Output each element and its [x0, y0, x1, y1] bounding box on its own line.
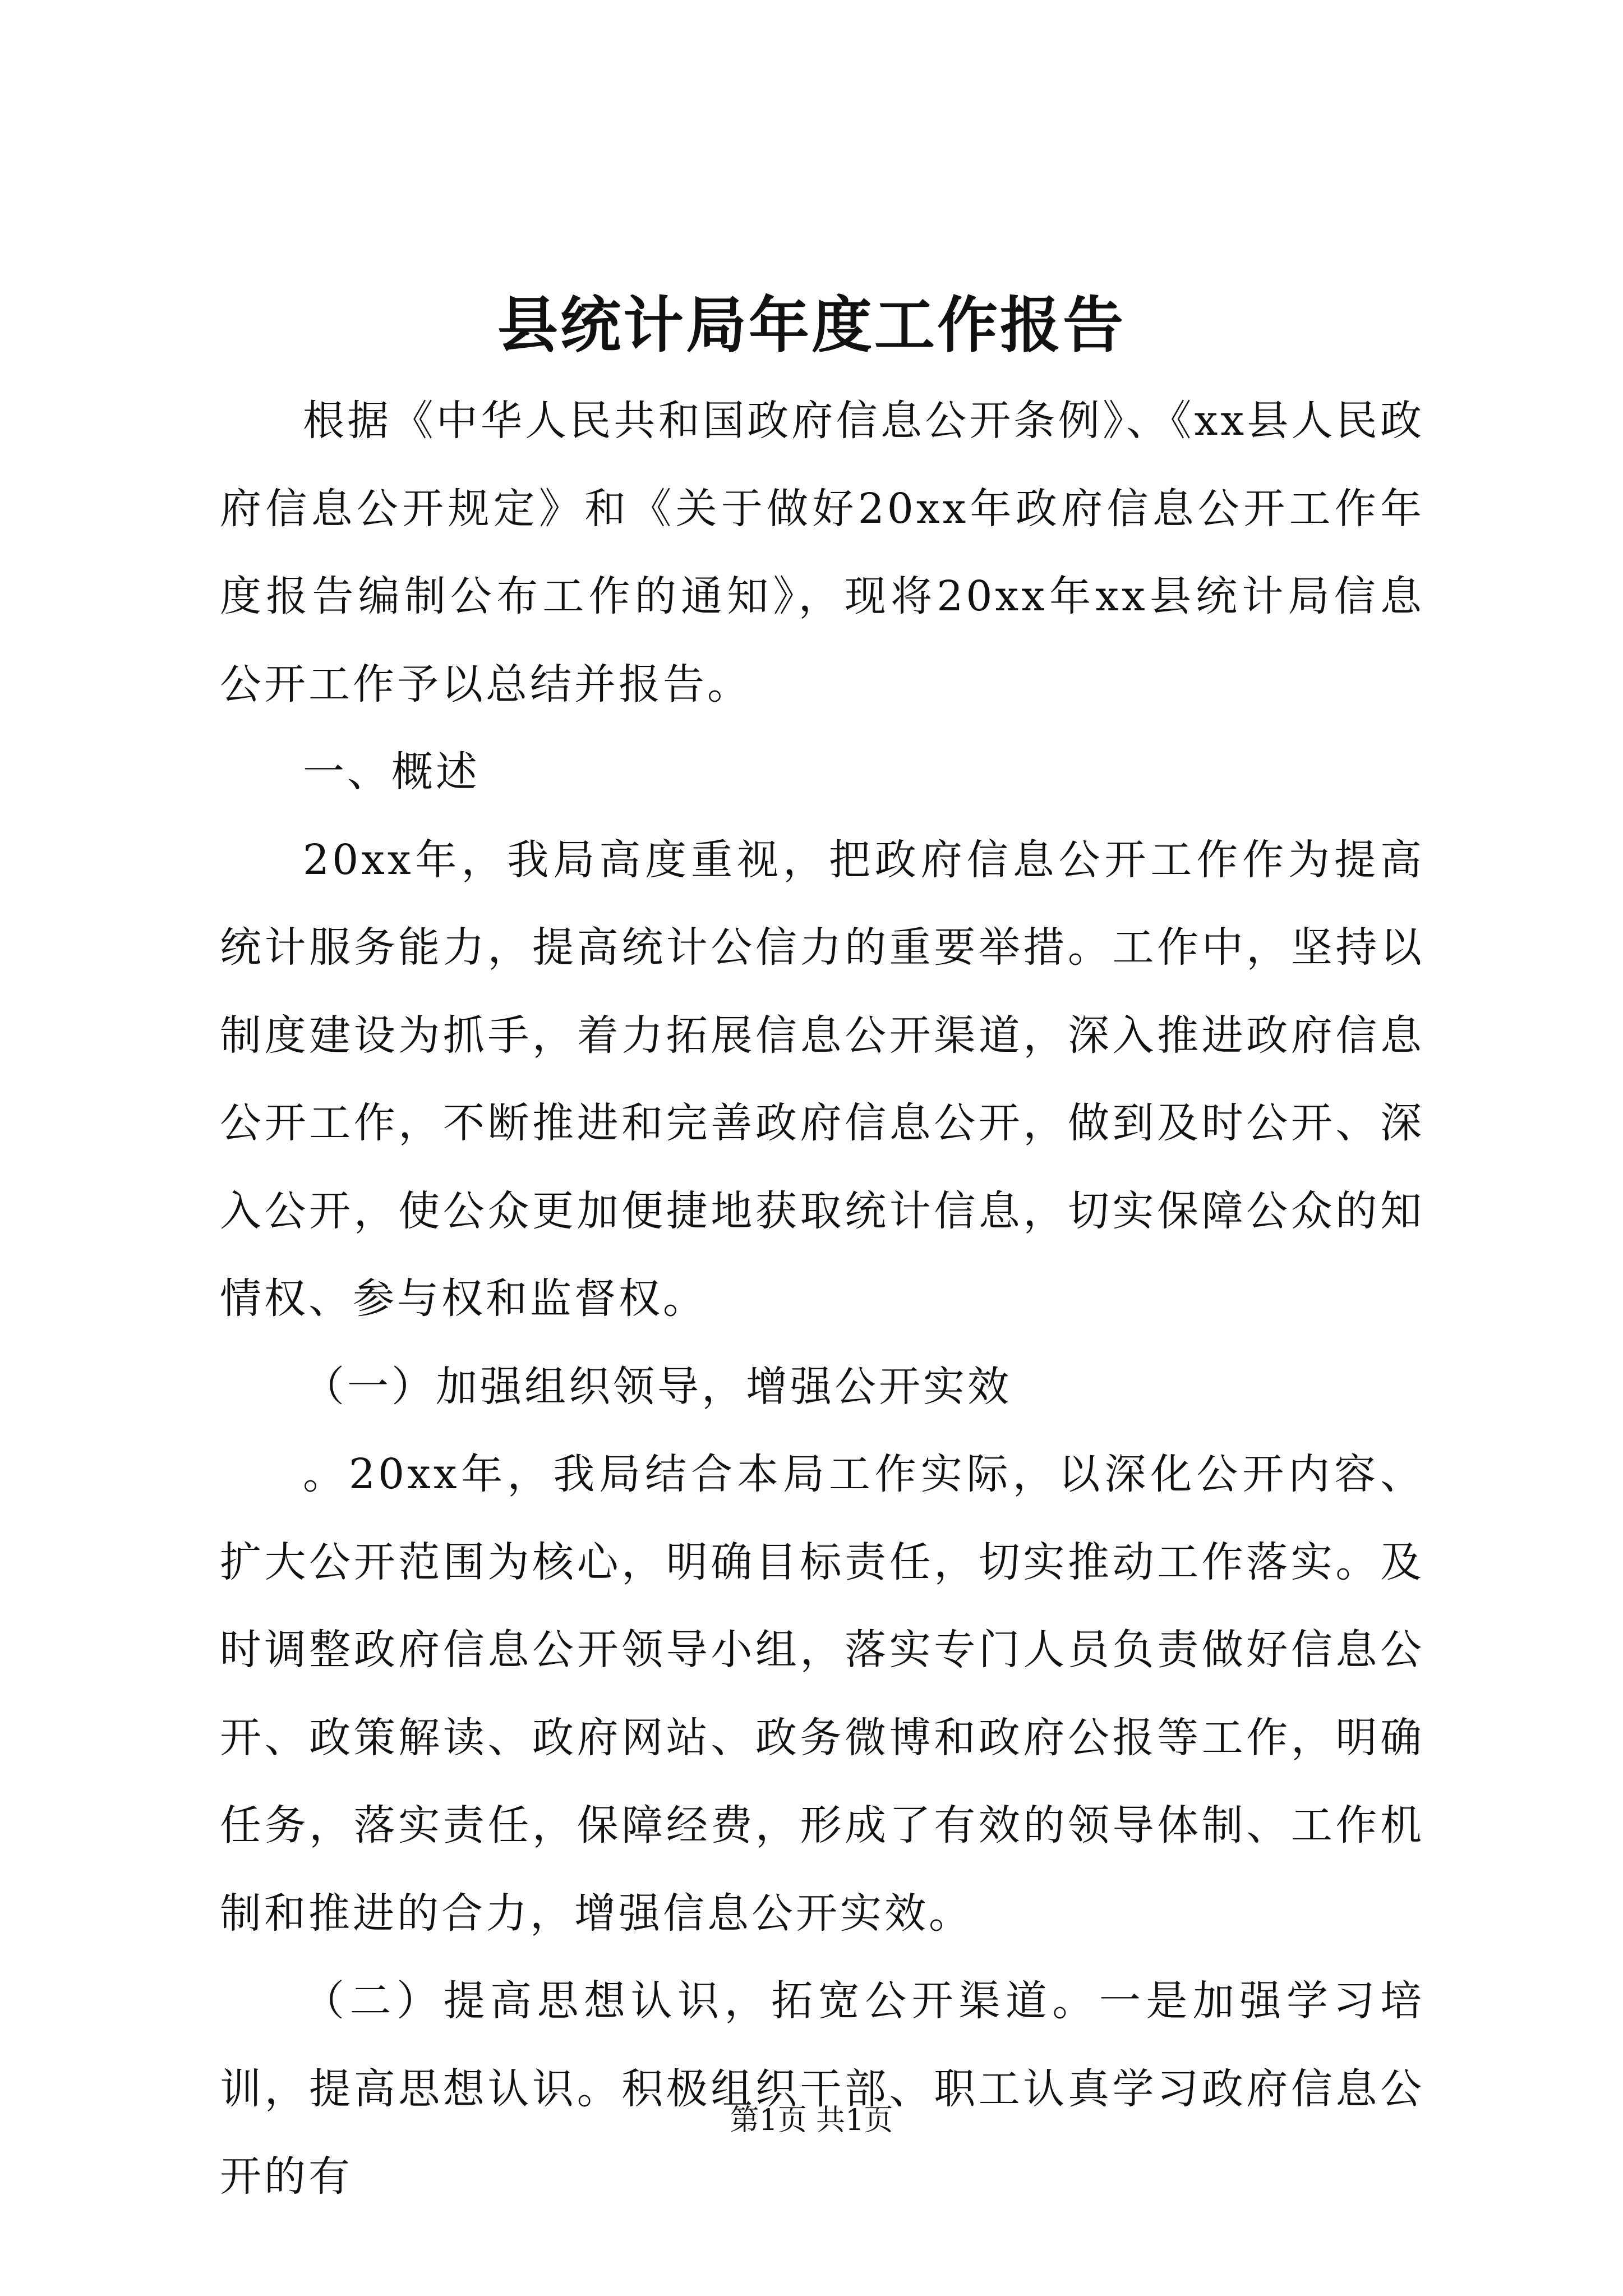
section-heading-overview: 一、概述	[303, 748, 480, 796]
paragraph-subsection-1: 。20xx年，我局结合本局工作实际，以深化公开内容、扩大公开范围为核心，明确目标责任，切实推动工作落实。及时调整政府信息公开领导小组，落实专门人员负责做好信息公开、政策解读、政府网站、政务微博和政府公报等工作，明确任务，落实责任，保障经费，形成了有效的领导体制、工作机制和推进的合力，增强信息公开实效。	[220, 1450, 1424, 1938]
document-body	[220, 377, 1424, 2221]
document-title: 县统计局年度工作报告	[497, 290, 1126, 361]
paragraph-overview: 20xx年，我局高度重视，把政府信息公开工作作为提高统计服务能力，提高统计公信力的重要举措。工作中，坚持以制度建设为抓手，着力拓展信息公开渠道，深入推进政府信息公开工作，不断推进和完善政府信息公开，做到及时公开、深入公开，使公众更加便捷地获取统计信息，切实保障公众的知情权、参与权和监督权。	[220, 835, 1424, 1323]
paragraph-intro: 根据《中华人民共和国政府信息公开条例》、《xx县人民政府信息公开规定》和《关于做好20xx年政府信息公开工作年度报告编制公布工作的通知》，现将20xx年xx县统计局信息公开工作予以总结并报告。	[220, 397, 1424, 708]
page-footer: 第1页 共1页	[730, 2104, 893, 2137]
subsection-heading-1: （一）加强组织领导，增强公开实效	[303, 1362, 1012, 1411]
paragraph-subsection-2: （二）提高思想认识，拓宽公开渠道。一是加强学习培训，提高思想认识。积极组织干部、职工认真学习政府信息公开的有	[220, 1977, 1424, 2201]
